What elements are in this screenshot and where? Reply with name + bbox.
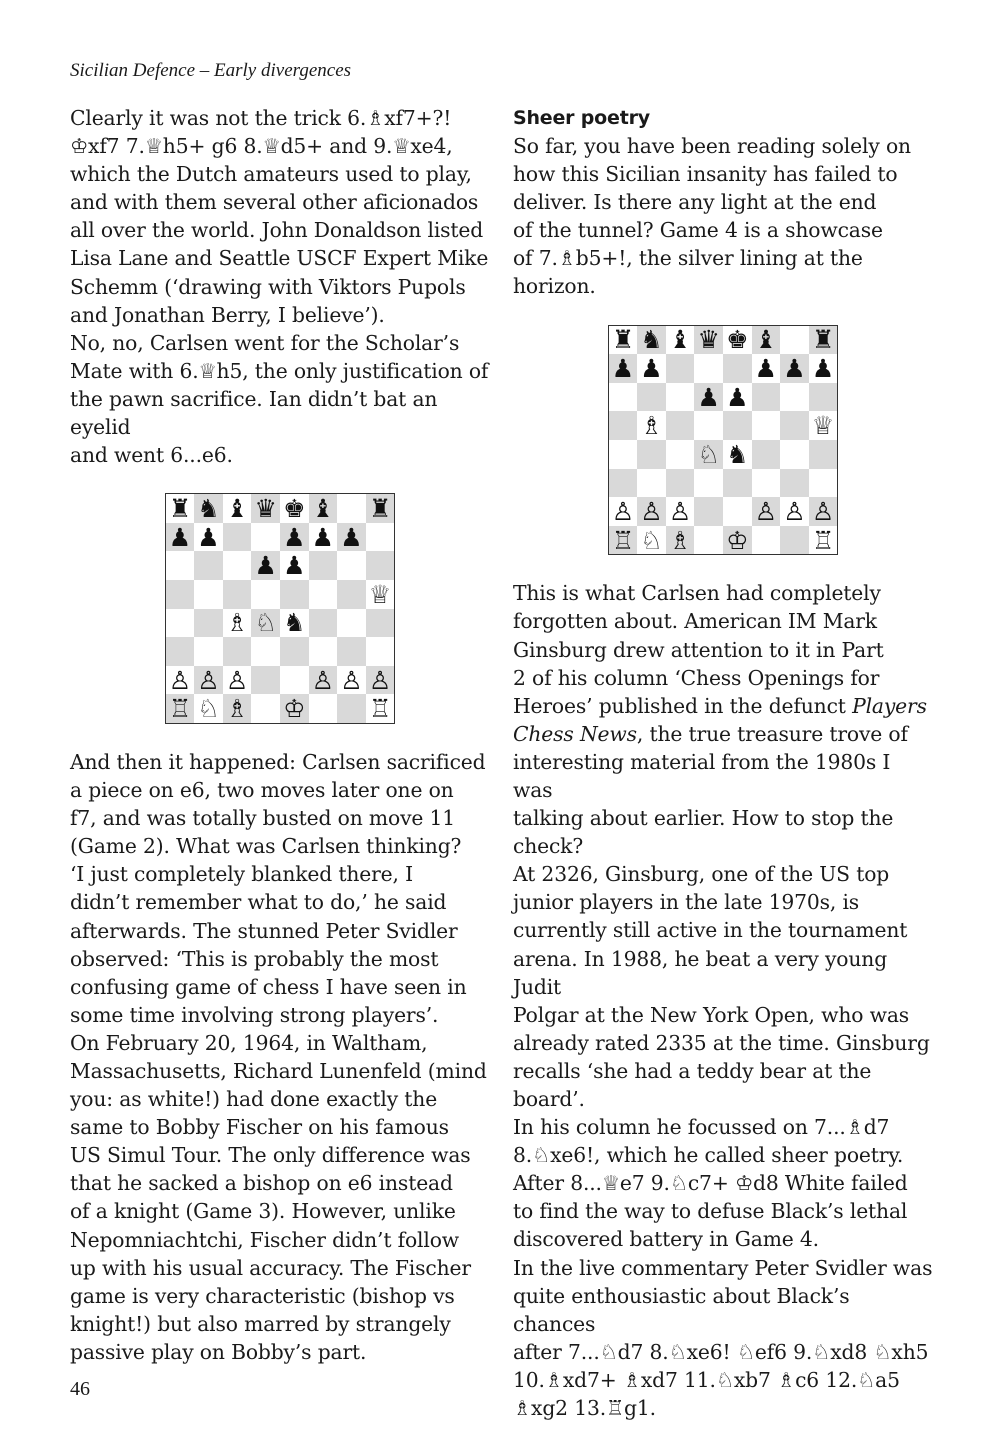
board-square: ♙ xyxy=(166,666,195,695)
board-square xyxy=(366,551,395,580)
board-square: ♕ xyxy=(809,411,838,440)
board-square: ♗ xyxy=(223,694,252,723)
board-square xyxy=(666,411,695,440)
board-square xyxy=(666,354,695,383)
board-square xyxy=(723,469,752,498)
board-square: ♟ xyxy=(752,354,781,383)
board-square: ♙ xyxy=(337,666,366,695)
chess-diagram-2-wrapper xyxy=(513,325,933,556)
publication-title: Players Chess News xyxy=(513,693,927,746)
board-square xyxy=(309,551,338,580)
board-square: ♕ xyxy=(366,580,395,609)
board-square xyxy=(637,383,666,412)
board-square xyxy=(194,637,223,666)
board-square: ♞ xyxy=(194,494,223,523)
board-square xyxy=(309,637,338,666)
board-square xyxy=(780,326,809,355)
board-square xyxy=(609,440,638,469)
board-square: ♗ xyxy=(637,411,666,440)
board-square xyxy=(194,551,223,580)
board-square xyxy=(280,637,309,666)
board-square xyxy=(166,580,195,609)
board-square: ♙ xyxy=(809,497,838,526)
board-square: ♛ xyxy=(251,494,280,523)
board-square: ♔ xyxy=(280,694,309,723)
board-square xyxy=(666,440,695,469)
board-square xyxy=(337,580,366,609)
board-square xyxy=(809,469,838,498)
board-square: ♞ xyxy=(723,440,752,469)
board-square xyxy=(223,551,252,580)
board-square: ♜ xyxy=(809,326,838,355)
board-square xyxy=(752,469,781,498)
chess-diagram-1 xyxy=(165,493,396,724)
board-square: ♟ xyxy=(251,551,280,580)
right-paragraph-2-text-a: This is what Carlsen had completely forgotten about. American IM Mark Ginsburg drew attention to it in Part 2 of his column ‘Chess Openings for Heroes’ published in the defunct xyxy=(513,581,884,718)
board-square xyxy=(194,609,223,638)
board-square: ♜ xyxy=(166,494,195,523)
board-square xyxy=(780,383,809,412)
board-square xyxy=(337,609,366,638)
left-paragraph-1: Clearly it was not the trick 6.♗xf7+?! ♔xf7 7.♕h5+ g6 8.♕d5+ and 9.♕xe4, which the Dutch amateurs used to play, and with them several other aficionados all over the world. John Donaldson listed Lisa Lane and Seattle USCF Expert Mike Schemm (‘drawing with Viktors Pupols and Jonathan Berry, I believe’). No, no, Carlsen went for the Scholar’s Mate with 6.♕h5, the only justification of the pawn sacrifice. Ian didn’t bat an eyelid and went 6...e6. xyxy=(70,106,489,468)
board-square xyxy=(637,440,666,469)
running-head: Sicilian Defence – Early divergences xyxy=(70,60,352,81)
board-square: ♙ xyxy=(780,497,809,526)
board-square: ♟ xyxy=(309,523,338,552)
board-square xyxy=(251,666,280,695)
board-square: ♖ xyxy=(809,526,838,555)
board-square xyxy=(666,469,695,498)
board-square: ♟ xyxy=(337,523,366,552)
board-square xyxy=(723,411,752,440)
board-square xyxy=(809,440,838,469)
board-square xyxy=(694,526,723,555)
board-square: ♞ xyxy=(637,326,666,355)
board-square: ♙ xyxy=(666,497,695,526)
board-square: ♟ xyxy=(637,354,666,383)
board-square xyxy=(723,497,752,526)
board-square: ♝ xyxy=(666,326,695,355)
board-square xyxy=(780,526,809,555)
board-square: ♙ xyxy=(366,666,395,695)
chess-diagram-2 xyxy=(608,325,839,556)
board-square: ♖ xyxy=(609,526,638,555)
board-square xyxy=(609,469,638,498)
board-square: ♟ xyxy=(280,523,309,552)
board-square xyxy=(694,469,723,498)
board-square xyxy=(280,666,309,695)
board-square: ♟ xyxy=(280,551,309,580)
board-square xyxy=(166,609,195,638)
board-square xyxy=(166,637,195,666)
board-square xyxy=(337,694,366,723)
board-square xyxy=(337,494,366,523)
board-square xyxy=(309,609,338,638)
board-square: ♖ xyxy=(166,694,195,723)
board-square xyxy=(251,637,280,666)
board-square: ♟ xyxy=(609,354,638,383)
board-square: ♙ xyxy=(194,666,223,695)
board-square xyxy=(694,411,723,440)
board-square: ♙ xyxy=(309,666,338,695)
left-paragraph-2: And then it happened: Carlsen sacrificed a piece on e6, two moves later one on f7, and was totally busted on move 11 (Game 2). What was Carlsen thinking? ‘I just completely blanked there, I didn’t remember what to do,’ he said afterwards. The stunned Peter Svidler observed: ‘This is probably the most confusing game of chess I have seen in some time involving strong players’. On February 20, 1964, in Waltham, Massachusetts, Richard Lunenfeld (mind you: as white!) had done exactly the same to Bobby Fischer on his famous US Simul Tour. The only difference was that he sacked a bishop on e6 instead of a knight (Game 3). However, unlike Nepomniachtchi, Fischer didn’t follow up with his usual accuracy. The Fischer game is very characteristic (bishop vs knight!) but also marred by strangely passive play on Bobby’s part. xyxy=(70,749,487,1364)
board-square xyxy=(780,469,809,498)
right-paragraph-1: So far, you have been reading solely on how this Sicilian insanity has failed to deliver. Is there any light at the end of the tunnel? Game 4 is a showcase of 7.♗b5+!, the silver lining at the horizon. xyxy=(513,134,911,299)
board-square xyxy=(251,523,280,552)
board-square xyxy=(780,440,809,469)
board-square xyxy=(780,411,809,440)
board-square: ♟ xyxy=(166,523,195,552)
board-square: ♟ xyxy=(194,523,223,552)
board-square: ♟ xyxy=(780,354,809,383)
board-square xyxy=(337,637,366,666)
board-square xyxy=(609,383,638,412)
board-square xyxy=(694,497,723,526)
board-square: ♔ xyxy=(723,526,752,555)
section-heading: Sheer poetry xyxy=(513,107,650,129)
board-square xyxy=(637,469,666,498)
board-square: ♟ xyxy=(694,383,723,412)
board-square xyxy=(337,551,366,580)
board-square xyxy=(666,383,695,412)
board-square xyxy=(752,411,781,440)
board-square: ♙ xyxy=(223,666,252,695)
board-square xyxy=(752,440,781,469)
board-square: ♙ xyxy=(752,497,781,526)
board-square: ♝ xyxy=(752,326,781,355)
board-square xyxy=(309,580,338,609)
board-square: ♙ xyxy=(609,497,638,526)
board-square xyxy=(366,609,395,638)
page-number: 46 xyxy=(70,1378,90,1400)
board-square xyxy=(809,383,838,412)
board-square xyxy=(223,637,252,666)
board-square: ♝ xyxy=(223,494,252,523)
board-square: ♟ xyxy=(809,354,838,383)
board-square xyxy=(280,580,309,609)
board-square xyxy=(251,580,280,609)
board-square xyxy=(194,580,223,609)
board-square: ♞ xyxy=(280,609,309,638)
board-square xyxy=(752,383,781,412)
board-square xyxy=(694,354,723,383)
board-square: ♟ xyxy=(723,383,752,412)
board-square: ♗ xyxy=(666,526,695,555)
board-square xyxy=(723,354,752,383)
board-square: ♘ xyxy=(251,609,280,638)
board-square: ♘ xyxy=(637,526,666,555)
board-square: ♛ xyxy=(694,326,723,355)
board-square xyxy=(609,411,638,440)
board-square xyxy=(752,526,781,555)
board-square: ♘ xyxy=(694,440,723,469)
board-square xyxy=(251,694,280,723)
board-square xyxy=(223,580,252,609)
board-square xyxy=(366,637,395,666)
board-square: ♚ xyxy=(723,326,752,355)
board-square: ♙ xyxy=(637,497,666,526)
board-square xyxy=(166,551,195,580)
right-paragraph-2-text-b: , the true treasure trove of interesting material from the 1980s I was talking about earlier. How to stop the check? At 2326, Ginsburg, one of the US top junior players in the late 1970s, is currently still active in the tournament arena. In 1988, he beat a very young Judit Polgar at the New York Open, who was already rated 2335 at the time. Ginsburg recalls ‘she had a teddy bear at the board’. In his column he focussed on 7...♗d7 8.♘xe6!, which he called sheer poetry. After 8...♕e7 9.♘c7+ ♔d8 White failed to find the way to defuse Black’s lethal discovered battery in Game 4. In the live commentary Peter Svidler was quite enthousiastic about Black’s chances after 7...♘d7 8.♘xe6! ♘ef6 9.♘xd8 ♘xh5 10.♗xd7+ ♗xd7 11.♘xb7 ♗c6 12.♘a5 ♗xg2 13.♖g1. xyxy=(513,721,933,1421)
board-square xyxy=(223,523,252,552)
board-square: ♜ xyxy=(609,326,638,355)
board-square xyxy=(366,523,395,552)
board-square: ♖ xyxy=(366,694,395,723)
right-paragraph-2 xyxy=(513,579,933,1422)
board-square: ♜ xyxy=(366,494,395,523)
chess-diagram-1-wrapper xyxy=(70,493,490,724)
board-square: ♚ xyxy=(280,494,309,523)
board-square: ♘ xyxy=(194,694,223,723)
board-square: ♗ xyxy=(223,609,252,638)
board-square: ♝ xyxy=(309,494,338,523)
left-column xyxy=(70,104,490,1366)
board-square xyxy=(309,694,338,723)
right-column xyxy=(513,104,933,1422)
